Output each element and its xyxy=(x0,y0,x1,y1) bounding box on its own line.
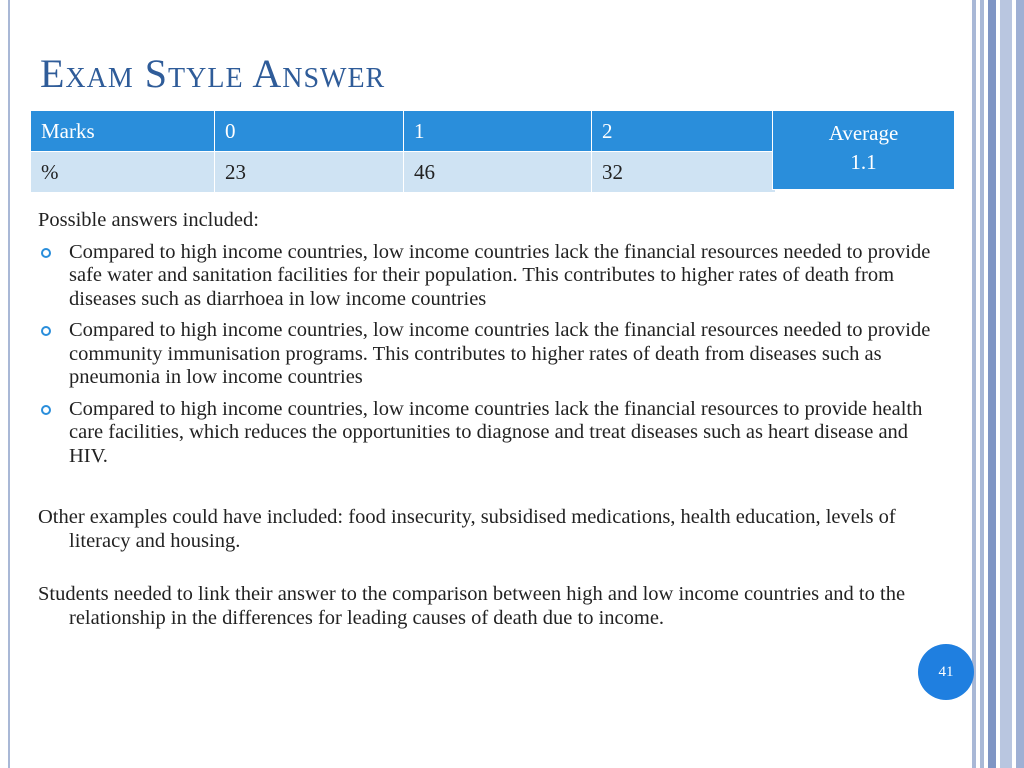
average-value: 1.1 xyxy=(850,150,877,174)
average-box xyxy=(772,110,955,190)
list-item-text: Compared to high income countries, low income countries lack the financial resources needed to provide community immunisation programs. This contributes to higher rates of death from diseases such as pneumonia in low income countries xyxy=(69,319,931,388)
marks-table xyxy=(30,110,776,193)
page-number-badge: 41 xyxy=(918,644,974,700)
spacer xyxy=(38,553,938,583)
students-note-text: Students needed to link their answer to the comparison between high and low income countries and to the relationship in the differences for leading causes of death due to income. xyxy=(38,583,906,629)
intro-text: Possible answers included: xyxy=(38,209,259,231)
table-cell: % xyxy=(31,152,215,193)
circle-bullet-icon xyxy=(41,248,51,258)
list-item-text: Compared to high income countries, low income countries lack the financial resources to provide health care facilities, which reduces the opportunities to diagnose and treat diseases such as heart disease and HIV. xyxy=(69,397,923,467)
marks-table-container xyxy=(30,110,776,193)
table-header-cell: Marks xyxy=(31,111,215,152)
table-header-cell: 2 xyxy=(592,111,776,152)
other-examples-text: Other examples could have included: food insecurity, subsidised medications, health education, levels of literacy and housing. xyxy=(38,506,896,552)
circle-bullet-icon xyxy=(41,405,51,415)
table-cell: 32 xyxy=(592,152,776,193)
right-frame-stripe xyxy=(1000,0,1012,768)
circle-bullet-icon xyxy=(41,326,51,336)
spacer xyxy=(38,476,938,506)
table-cell: 23 xyxy=(215,152,404,193)
table-header-cell: 1 xyxy=(404,111,592,152)
bullet-list xyxy=(38,241,938,469)
table-header-cell: 0 xyxy=(215,111,404,152)
right-frame-stripe xyxy=(988,0,996,768)
table-cell: 46 xyxy=(404,152,592,193)
list-item xyxy=(38,319,938,390)
left-border-line xyxy=(8,0,10,768)
right-frame-stripe xyxy=(1016,0,1024,768)
right-frame-stripe xyxy=(980,0,984,768)
list-item-text: Compared to high income countries, low income countries lack the financial resources needed to provide safe water and sanitation facilities for their population. This contributes to higher rates of death from diseases such as diarrhoea in low income countries xyxy=(69,240,931,310)
average-label: Average xyxy=(828,121,899,145)
table-header-row xyxy=(31,111,776,152)
answer-content xyxy=(38,209,938,630)
list-item xyxy=(38,241,938,312)
right-frame-stripe xyxy=(972,0,976,768)
list-item xyxy=(38,398,938,469)
table-row xyxy=(31,152,776,193)
slide-title: Exam Style Answer xyxy=(40,51,386,96)
